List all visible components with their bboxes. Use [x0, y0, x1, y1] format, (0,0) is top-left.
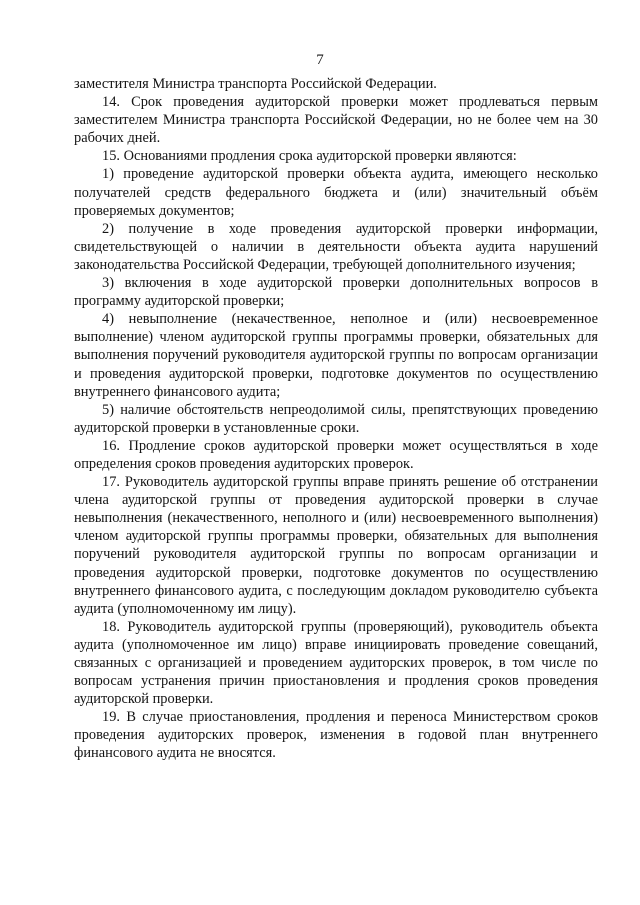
paragraph-14: 14. Срок проведения аудиторской проверки может продлеваться первым заместителем Министра транспорта Российской Федерации, но не более чем на 30 рабочих дней. [74, 94, 598, 147]
paragraph-18: 18. Руководитель аудиторской группы (проверяющий), руководитель объекта аудита (уполномоченное им лицо) вправе инициировать проведение совещаний, связанных с организацией и проведением аудиторских проверок, в том числе по вопросам устранения причин приостановления и продления сроков проведения аудиторской проверки. [74, 618, 598, 708]
paragraph-15: 15. Основаниями продления срока аудиторской проверки являются: [102, 148, 517, 165]
list-item-1: 1) проведение аудиторской проверки объекта аудита, имеющего несколько получателей средств федерального бюджета и (или) значительный объём проверяемых документов; [74, 166, 598, 219]
list-item-4: 4) невыполнение (некачественное, неполное и (или) несвоевременное выполнение) членом аудиторской группы программы проверки, обязательных для выполнения поручений руководителя аудиторской группы по вопросам организации и проведения аудиторской проверки, подготовке документов по осуществлению внутреннего финансового аудита; [74, 311, 598, 400]
list-item-2: 2) получение в ходе проведения аудиторской проверки информации, свидетельствующей о наличии в деятельности объекта аудита нарушений законодательства Российской Федерации, требующей дополнительного изучения; [74, 220, 598, 273]
paragraph-17: 17. Руководитель аудиторской группы вправе принять решение об отстранении члена аудиторской группы от проведения аудиторской проверки в случае невыполнения (некачественного, неполного и (или) несвоевременного выполнения) членом аудиторской группы программы проверки, обязательных для выполнения поручений руководителя аудиторской группы по вопросам организации и проведения аудиторской проверки, подготовке документов по осуществлению внутреннего финансового аудита, с последующим докладом руководителю субъекта аудита (уполномоченному им лицу). [74, 474, 598, 617]
list-item-3: 3) включения в ходе аудиторской проверки дополнительных вопросов в программу аудиторской проверки; [74, 275, 598, 310]
document-body [74, 75, 598, 763]
paragraph-16: 16. Продление сроков аудиторской проверки может осуществляться в ходе определения сроков проведения аудиторских проверок. [74, 437, 598, 472]
paragraph-19: 19. В случае приостановления, продления и переноса Министерством сроков проведения аудиторских проверок, изменения в годовой план внутреннего финансового аудита не вносятся. [74, 709, 598, 762]
list-item-5: 5) наличие обстоятельств непреодолимой силы, препятствующих проведению аудиторской проверки в установленные сроки. [74, 401, 598, 436]
paragraph-continuation: заместителя Министра транспорта Российской Федерации. [74, 76, 437, 92]
page-number: 7 [316, 52, 324, 68]
